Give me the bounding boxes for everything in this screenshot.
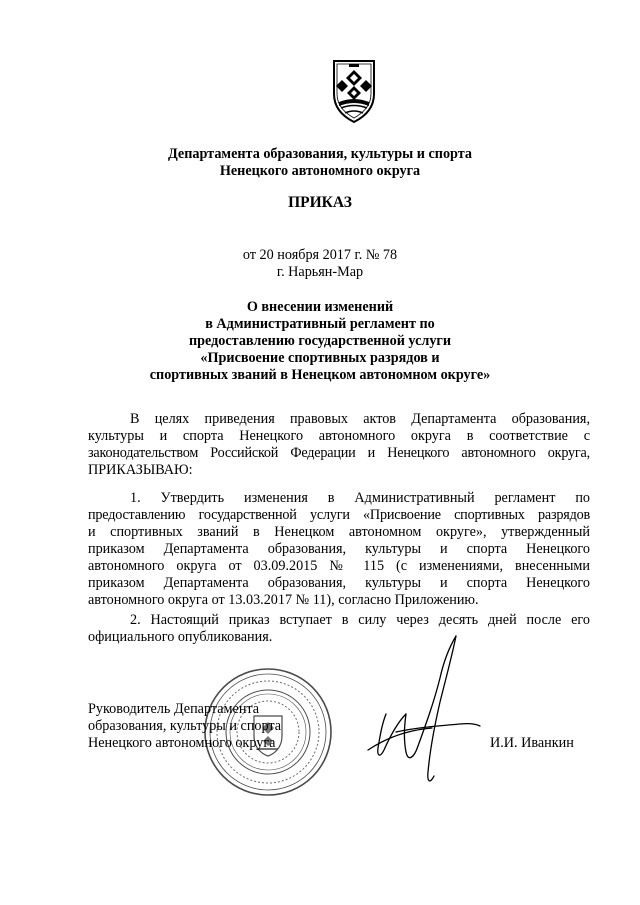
subject-line: «Присвоение спортивных разрядов и: [200, 350, 440, 366]
body-intro-line: В целях приведения правовых актов Департамента образования,: [130, 411, 590, 427]
body-item1-line: автономного округа от 03.09.2015 № 115 (с изменениями, внесенными: [88, 558, 590, 574]
body-item2-line: 2. Настоящий приказ вступает в силу через десять дней после его: [130, 612, 590, 628]
body-item1-line: приказом Департамента образования, культуры и спорта Ненецкого: [88, 541, 590, 557]
signatory-name: И.И. Иванкин: [490, 735, 574, 751]
body-intro-line: ПРИКАЗЫВАЮ:: [88, 462, 193, 478]
body-item2-line: официального опубликования.: [88, 629, 273, 645]
document-date-number: от 20 ноября 2017 г. № 78: [242, 247, 398, 263]
signatory-position-line: Ненецкого автономного округа: [88, 735, 276, 751]
coat-of-arms-emblem: [330, 58, 378, 124]
signatory-position-line: образования, культуры и спорта: [88, 718, 282, 734]
body-intro-line: законодательством Российской Федерации и Ненецкого автономного округа,: [88, 445, 590, 461]
body-item1-line: предоставлению государственной услуги «Присвоение спортивных разрядов: [88, 507, 590, 523]
department-name-line2: Ненецкого автономного округа: [219, 163, 421, 179]
body-item1-line: и спортивных званий в Ненецком автономном округе», утвержденный: [88, 524, 590, 540]
subject-line: в Административный регламент по: [205, 316, 435, 332]
body-item1-line: 1. Утвердить изменения в Административный регламент по: [130, 490, 590, 506]
handwritten-signature: [356, 632, 486, 792]
subject-line: предоставлению государственной услуги: [188, 333, 452, 349]
document-type-title: ПРИКАЗ: [288, 194, 352, 211]
body-item1-line: приказом Департамента образования, культуры и спорта Ненецкого: [88, 575, 590, 591]
body-item1-line: автономного округа от 13.03.2017 № 11), согласно Приложению.: [88, 592, 479, 608]
body-intro-line: культуры и спорта Ненецкого автономного округа в соответствие с: [88, 428, 590, 444]
document-city: г. Нарьян-Мар: [276, 264, 364, 280]
signatory-position-line: Руководитель Департамента: [88, 701, 260, 717]
subject-line: О внесении изменений: [246, 299, 394, 315]
department-name-line1: Департамента образования, культуры и спорта: [167, 146, 472, 162]
subject-line: спортивных званий в Ненецком автономном округе»: [149, 367, 491, 383]
